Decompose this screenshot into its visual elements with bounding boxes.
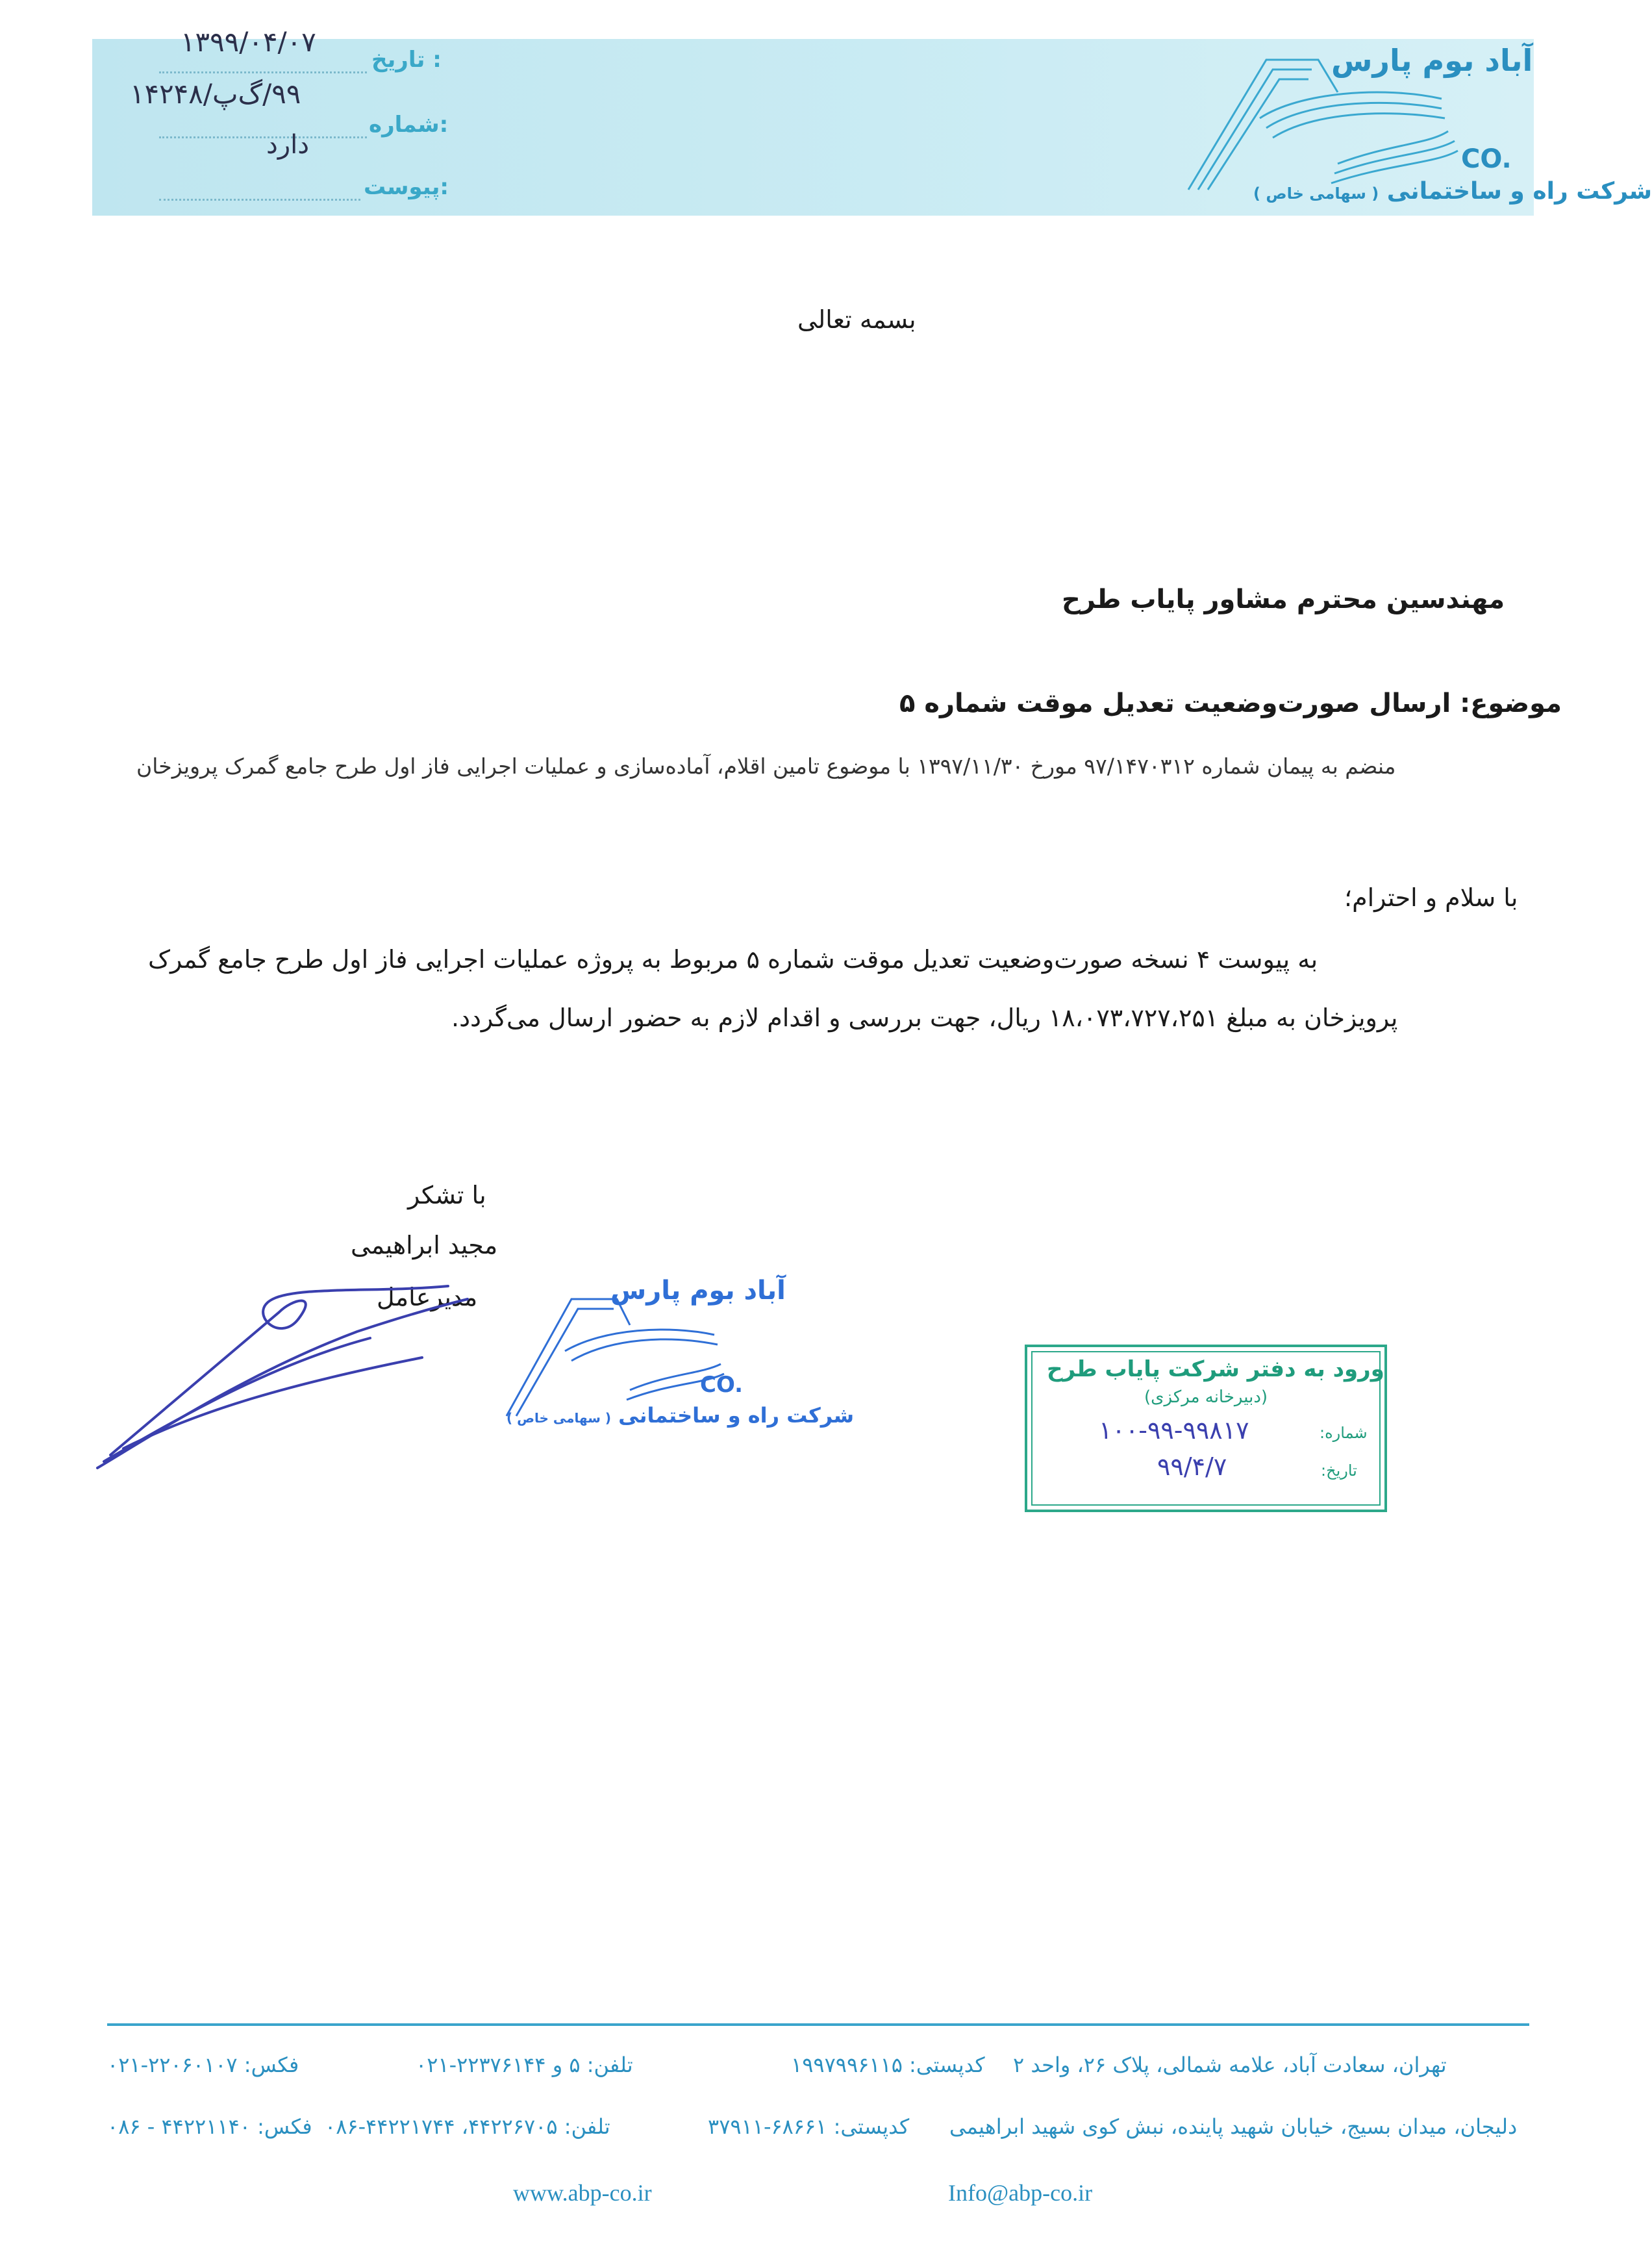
company-seal	[494, 1273, 855, 1442]
seal-co: CO.	[700, 1372, 744, 1398]
footer-divider	[107, 2023, 1529, 2026]
stamp-subtitle: (دبیرخانه مرکزی)	[1144, 1387, 1268, 1407]
footer-website-link[interactable]: www.abp-co.ir	[513, 2180, 652, 2206]
date-value: ۱۳۹۹/۰۴/۰۷	[181, 26, 316, 58]
receipt-stamp	[1025, 1345, 1387, 1512]
date-label: تاریخ :	[371, 47, 442, 73]
logo-name: آباد بوم پارس	[1331, 43, 1533, 78]
attachment-label: پیوست:	[364, 174, 449, 200]
stamp-date-value: ۹۹/۴/۷	[1157, 1452, 1227, 1481]
footer-postal-tehran: کدپستی: ۱۹۹۷۹۹۶۱۱۵	[791, 2053, 985, 2077]
stamp-number-label: شماره:	[1320, 1424, 1368, 1442]
signer-title: مدیرعامل	[377, 1283, 478, 1311]
greeting: با سلام و احترام؛	[1344, 883, 1518, 912]
handwritten-signature	[84, 1273, 487, 1481]
invocation: بسمه تعالی	[797, 305, 916, 334]
subject-line: موضوع: ارسال صورت‌وضعیت تعدیل موقت شماره ۵	[899, 689, 1562, 718]
recipient: مهندسین محترم مشاور پایاب طرح	[1062, 585, 1505, 614]
number-label: شماره:	[369, 112, 449, 138]
footer-phone-tehran: تلفن: ۵ و ۲۲۳۷۶۱۴۴-۰۲۱	[416, 2053, 633, 2077]
footer-email-link[interactable]: Info@abp-co.ir	[948, 2180, 1093, 2206]
number-dotted-line	[159, 136, 367, 138]
stamp-title: ورود به دفتر شرکت پایاب طرح	[1047, 1356, 1384, 1382]
logo-co: CO.	[1461, 144, 1512, 174]
closing-thanks: با تشکر	[408, 1181, 486, 1209]
footer-postal-delijan: کدپستی: ۶۸۶۶۱-۳۷۹۱۱	[708, 2114, 910, 2139]
signer-name: مجید ابراهیمی	[351, 1231, 498, 1259]
body-line-1: به پیوست ۴ نسخه صورت‌وضعیت تعدیل موقت شماره ۵ مربوط به پروژه عملیات اجرایی فاز اول طرح جامع گمرک	[148, 945, 1318, 974]
footer-phone-delijan: تلفن: ۴۴۲۲۶۷۰۵، ۴۴۲۲۱۷۴۴-۰۸۶	[325, 2114, 610, 2139]
stamp-number-value: ۱۰۰-۹۹-۹۹۸۱۷	[1099, 1416, 1249, 1445]
logo-subtitle: شرکت راه و ساختمانی ( سهامی خاص )	[1253, 178, 1652, 205]
attachment-dotted-line	[159, 199, 360, 201]
footer-fax-tehran: فکس: ۲۲۰۶۰۱۰۷-۰۲۱	[107, 2053, 299, 2077]
footer-address-tehran: تهران، سعادت آباد، علامه شمالی، پلاک ۲۶، واحد ۲	[1013, 2053, 1447, 2077]
body-line-2: پرویزخان به مبلغ ۱۸،۰۷۳،۷۲۷،۲۵۱ ریال، جهت بررسی و اقدام لازم به حضور ارسال می‌گردد.	[451, 1004, 1398, 1032]
attachment-value: دارد	[266, 130, 310, 160]
stamp-date-label: تاریخ:	[1321, 1461, 1357, 1480]
number-value: ۹۹/گ‌پ/۱۴۲۴۸	[130, 78, 301, 110]
footer-fax-delijan: فکس: ۴۴۲۲۱۱۴۰ - ۰۸۶	[107, 2114, 312, 2139]
date-dotted-line	[159, 71, 367, 73]
company-logo	[1169, 40, 1652, 216]
seal-subtitle: شرکت راه و ساختمانی ( سهامی خاص )	[507, 1403, 855, 1428]
subject-subline: منضم به پیمان شماره ۹۷/۱۴۷۰۳۱۲ مورخ ۱۳۹۷/۱۱/۳۰ با موضوع تامین اقلام، آماده‌سازی و عملیات اجرایی فاز اول طرح جامع گمرک پرویزخان	[136, 753, 1396, 779]
footer-address-delijan: دلیجان، میدان بسیج، خیابان شهید پاینده، نبش کوی شهید ابراهیمی	[949, 2114, 1518, 2139]
seal-name: آباد بوم پارس	[610, 1276, 786, 1306]
